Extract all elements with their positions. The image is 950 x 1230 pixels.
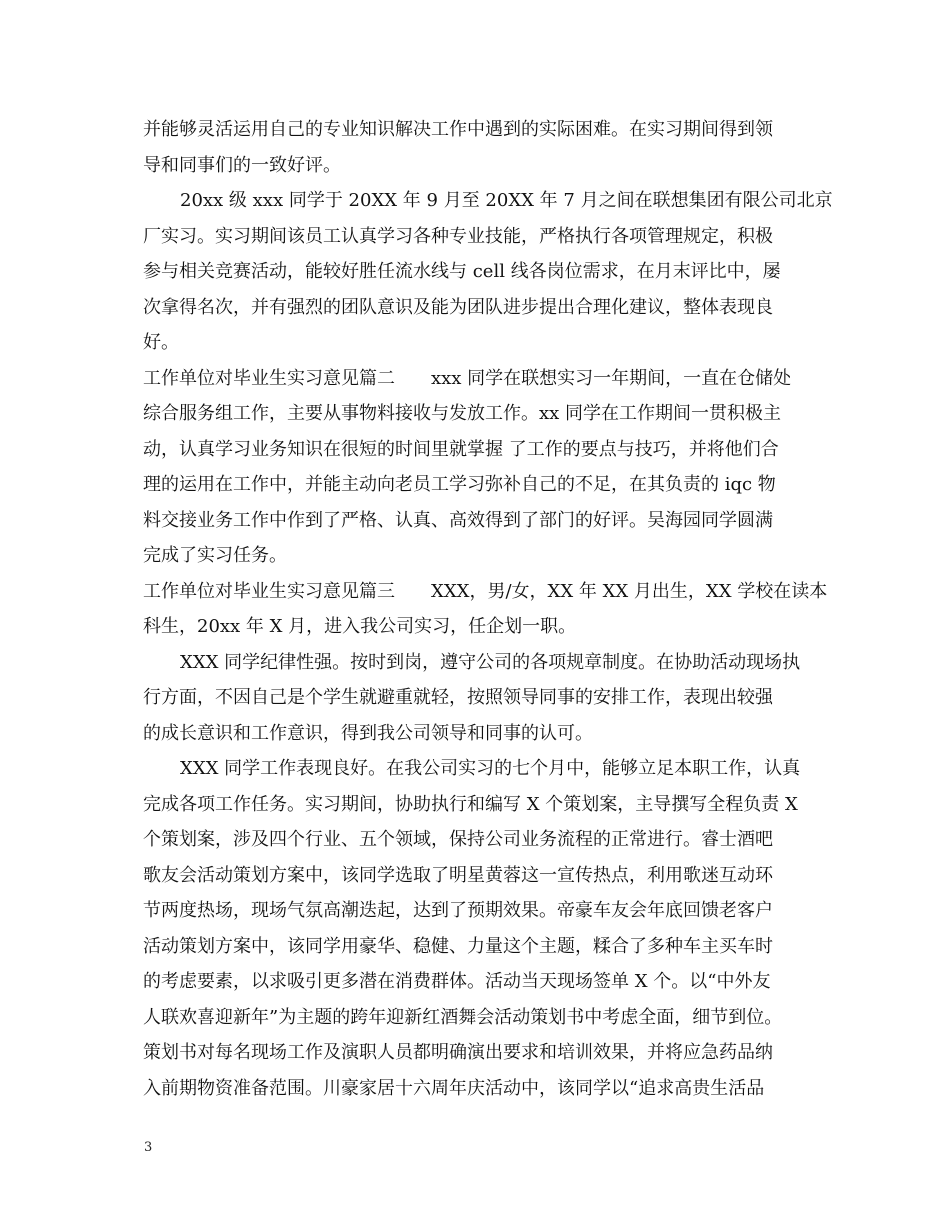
section-heading-line: 工作单位对毕业生实习意见篇三 XXX，男/女，XX 年 XX 月出生，XX 学校在读本 xyxy=(143,580,828,602)
text-line: XXX 同学纪律性强。按时到岗，遵守公司的各项规章制度。在协助活动现场执 xyxy=(180,651,801,673)
text-line: 次拿得名次，并有强烈的团队意识及能为团队进步提出合理化建议，整体表现良 xyxy=(143,296,773,318)
text-line: 人联欢喜迎新年”为主题的跨年迎新红酒舞会活动策划书中考虑全面，细节到位。 xyxy=(143,1006,783,1028)
text-line: 行方面，不因自己是个学生就避重就轻，按照领导同事的安排工作，表现出较强 xyxy=(143,687,773,708)
text-line: 的成长意识和工作意识，得到我公司领导和同事的认可。 xyxy=(143,722,593,744)
text-line: 理的运用在工作中，并能主动向老员工学习弥补自己的不足，在其负责的 iqc 物 xyxy=(143,474,776,495)
text-line: 完成各项工作任务。实习期间，协助执行和编写 X 个策划案，主导撰写全程负责 X xyxy=(143,793,798,815)
text-line: 好。 xyxy=(143,332,179,353)
text-line: 并能够灵活运用自己的专业知识解决工作中遇到的实际困难。在实习期间得到领 xyxy=(143,119,773,140)
text-line: 完成了实习任务。 xyxy=(143,545,287,566)
text-line: 个策划案，涉及四个行业、五个领域，保持公司业务流程的正常进行。睿士酒吧 xyxy=(143,829,773,850)
text-line: 入前期物资准备范围。川豪家居十六周年庆活动中，该同学以“追求高贵生活品 xyxy=(143,1077,765,1099)
text-line: 节两度热场，现场气氛高潮迭起，达到了预期效果。帝豪车友会年底回馈老客户 xyxy=(143,900,773,921)
text-line: 的考虑要素，以求吸引更多潜在消费群体。活动当天现场签单 X 个。以“中外友 xyxy=(143,971,771,992)
text-line: 综合服务组工作，主要从事物料接收与发放工作。xx 同学在工作期间一贯积极主 xyxy=(143,403,782,424)
text-line: 料交接业务工作中作到了严格、认真、高效得到了部门的好评。吴海园同学圆满 xyxy=(143,509,773,531)
body-text xyxy=(143,112,833,1106)
section-heading-line: 工作单位对毕业生实习意见篇二 xxx 同学在联想实习一年期间，一直在仓储处 xyxy=(143,367,792,389)
text-line: 厂实习。实习期间该员工认真学习各种专业技能，严格执行各项管理规定，积极 xyxy=(143,225,773,247)
text-line: 歌友会活动策划方案中，该同学选取了明星黄蓉这一宣传热点，利用歌迷互动环 xyxy=(143,864,773,886)
text-line: 导和同事们的一致好评。 xyxy=(143,154,341,176)
text-line: XXX 同学工作表现良好。在我公司实习的七个月中，能够立足本职工作，认真 xyxy=(180,758,801,779)
text-line: 活动策划方案中，该同学用豪华、稳健、力量这个主题，糅合了多种车主买车时 xyxy=(143,935,773,957)
text-line: 科生，20xx 年 X 月，进入我公司实习，任企划一职。 xyxy=(143,616,577,637)
page-number: 3 xyxy=(144,1140,153,1155)
text-line: 策划书对每名现场工作及演职人员都明确演出要求和培训效果，并将应急药品纳 xyxy=(143,1042,773,1063)
text-line: 20xx 级 xxx 同学于 20XX 年 9 月至 20XX 年 7 月之间在联想集团有限公司北京 xyxy=(180,190,833,211)
text-line: 动，认真学习业务知识在很短的时间里就掌握 了工作的要点与技巧，并将他们合 xyxy=(143,438,779,460)
text-line: 参与相关竞赛活动，能较好胜任流水线与 cell 线各岗位需求，在月末评比中，屡 xyxy=(143,261,781,282)
